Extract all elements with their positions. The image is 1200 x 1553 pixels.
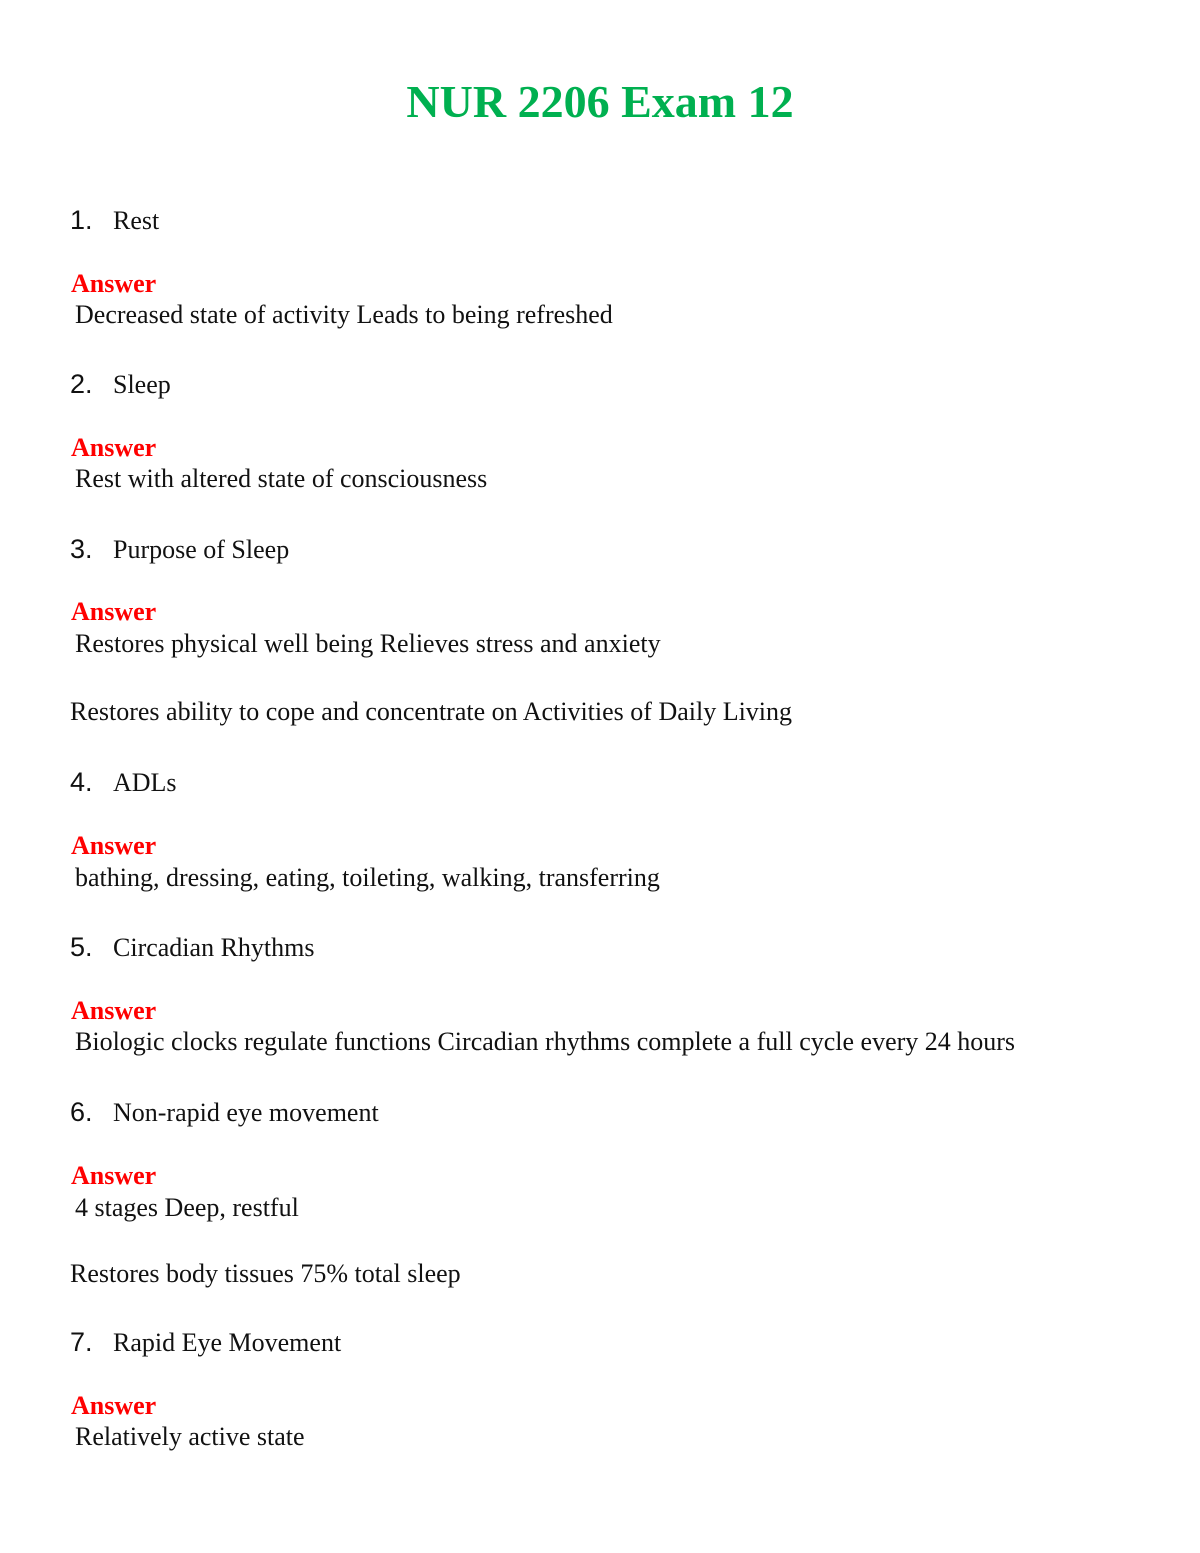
question-5 <box>70 929 314 965</box>
answer-label: Answer <box>71 597 157 626</box>
answer-extra-text: Restores ability to cope and concentrate on Activities of Daily Living <box>70 697 793 726</box>
question-number: 2. <box>70 369 93 399</box>
question-number: 7. <box>70 1327 93 1357</box>
question-term: ADLs <box>113 768 177 797</box>
answer-label: Answer <box>71 433 157 462</box>
question-term: Purpose of Sleep <box>113 535 290 564</box>
answer-label: Answer <box>71 1161 157 1190</box>
question-number: 6. <box>70 1097 93 1127</box>
answer-label: Answer <box>71 269 157 298</box>
answer-text: Relatively active state <box>75 1422 305 1451</box>
answer-text: bathing, dressing, eating, toileting, walking, transferring <box>75 863 660 892</box>
answer-label: Answer <box>71 1391 157 1420</box>
question-term: Sleep <box>113 370 171 399</box>
question-7 <box>70 1324 341 1360</box>
question-3 <box>70 531 289 567</box>
question-1 <box>70 202 159 238</box>
answer-label: Answer <box>71 831 157 860</box>
question-term: Circadian Rhythms <box>113 933 315 962</box>
document-title: NUR 2206 Exam 12 <box>406 76 794 127</box>
question-term: Rapid Eye Movement <box>113 1328 342 1357</box>
question-term: Non-rapid eye movement <box>113 1098 379 1127</box>
answer-label: Answer <box>71 996 157 1025</box>
answer-text: Biologic clocks regulate functions Circadian rhythms complete a full cycle every 24 hours <box>75 1027 1016 1056</box>
question-number: 1. <box>70 205 93 235</box>
question-number: 4. <box>70 767 93 797</box>
answer-text: Restores physical well being Relieves stress and anxiety <box>75 629 661 658</box>
question-term: Rest <box>113 206 160 235</box>
question-number: 5. <box>70 932 93 962</box>
question-4 <box>70 764 177 800</box>
question-6 <box>70 1094 379 1130</box>
answer-text: Rest with altered state of consciousness <box>75 464 488 493</box>
question-2 <box>70 366 171 402</box>
answer-text: 4 stages Deep, restful <box>75 1193 299 1222</box>
answer-text: Decreased state of activity Leads to being refreshed <box>75 300 613 329</box>
answer-extra-text: Restores body tissues 75% total sleep <box>70 1259 461 1288</box>
question-number: 3. <box>70 534 93 564</box>
